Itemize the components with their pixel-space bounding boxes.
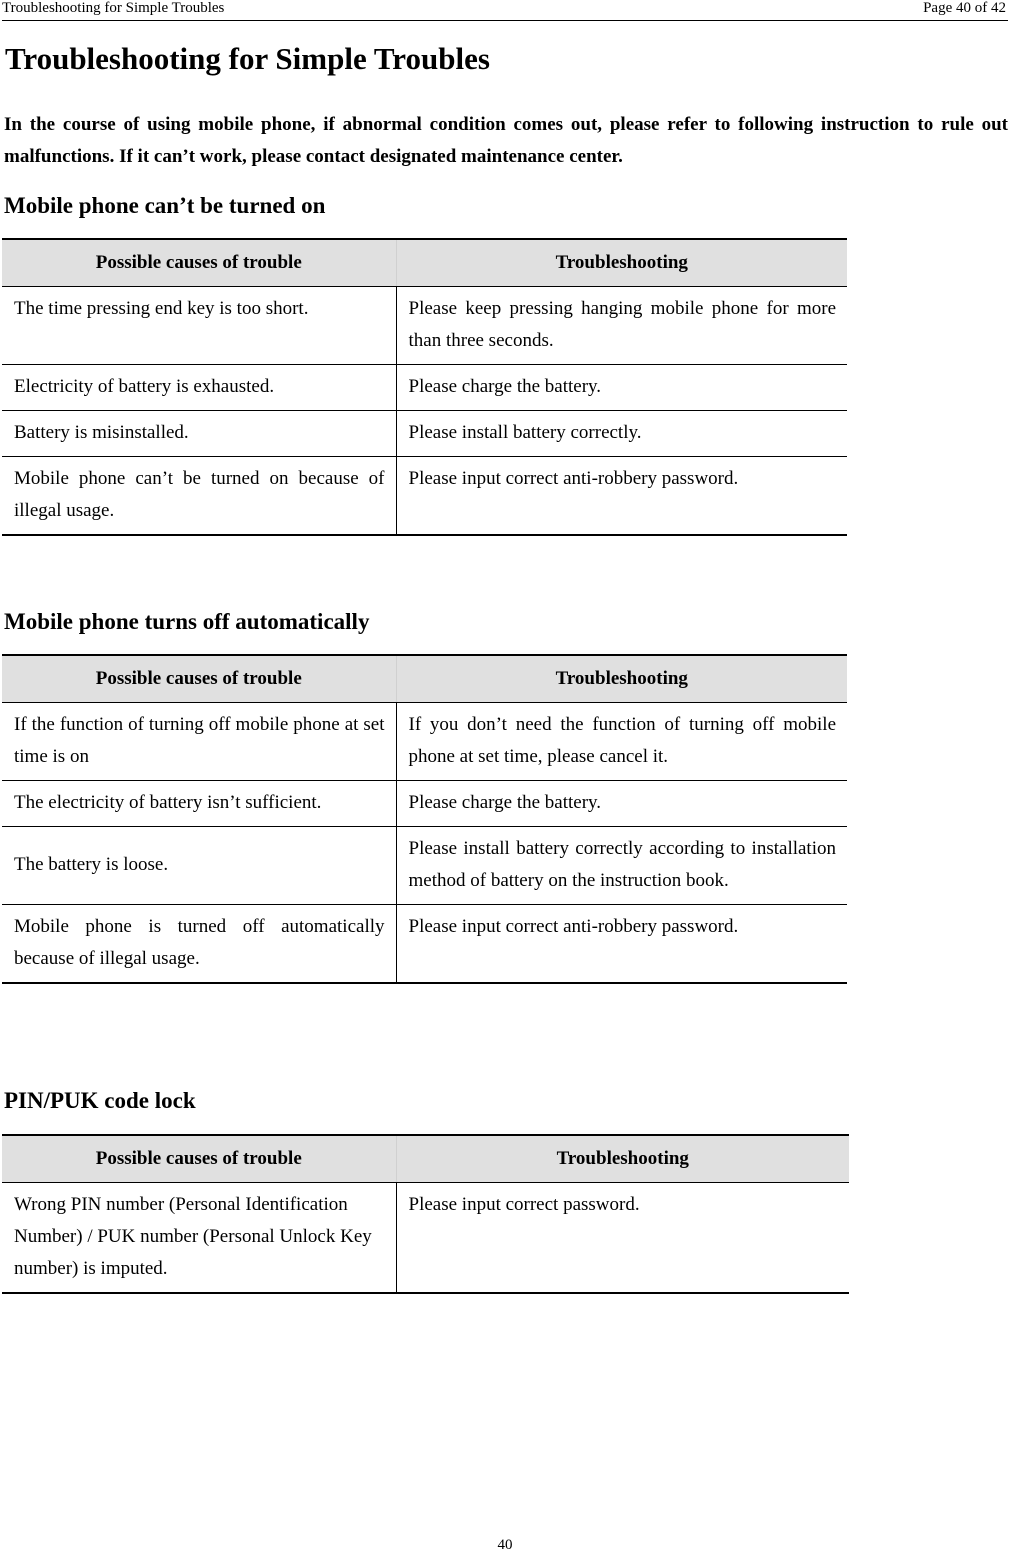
- cause-cell: Battery is misinstalled.: [2, 411, 396, 457]
- column-header-cause: Possible causes of trouble: [2, 239, 396, 287]
- table-row: [2, 905, 847, 984]
- table-header-row: [2, 239, 847, 287]
- cause-cell: Mobile phone can’t be turned on because of illegal usage.: [2, 457, 396, 536]
- running-header-title: Troubleshooting for Simple Troubles: [2, 0, 225, 16]
- cause-cell: If the function of turning off mobile phone at set time is on: [2, 703, 396, 781]
- table-row: [2, 781, 847, 827]
- table-row: [2, 1183, 849, 1294]
- fix-cell: Please input correct anti-robbery password.: [396, 457, 847, 536]
- fix-cell: Please input correct anti-robbery password.: [396, 905, 847, 984]
- column-header-fix: Troubleshooting: [396, 655, 847, 703]
- column-header-cause: Possible causes of trouble: [2, 655, 396, 703]
- fix-cell: Please charge the battery.: [396, 365, 847, 411]
- table-row: [2, 365, 847, 411]
- table-header-row: [2, 1135, 849, 1183]
- table-row: [2, 827, 847, 905]
- cause-cell: Mobile phone is turned off automatically because of illegal usage.: [2, 905, 396, 984]
- page-number: 40: [497, 1537, 513, 1553]
- fix-cell: Please charge the battery.: [396, 781, 847, 827]
- table-row: [2, 457, 847, 536]
- fix-cell: Please input correct password.: [396, 1183, 849, 1294]
- cause-cell: The electricity of battery isn’t sufficient.: [2, 781, 396, 827]
- column-header-fix: Troubleshooting: [396, 1135, 849, 1183]
- fix-cell: Please install battery correctly.: [396, 411, 847, 457]
- cause-cell: Wrong PIN number (Personal Identification Number) / PUK number (Personal Unlock Key number) is imputed.: [2, 1183, 396, 1294]
- column-header-fix: Troubleshooting: [396, 239, 847, 287]
- page-title: Troubleshooting for Simple Troubles: [5, 41, 490, 76]
- running-header: [2, 0, 1008, 21]
- section-heading-turn-on: Mobile phone can’t be turned on: [4, 193, 326, 218]
- fix-cell: Please keep pressing hanging mobile phone for more than three seconds.: [396, 287, 847, 365]
- section-heading-pin-puk: PIN/PUK code lock: [4, 1088, 196, 1113]
- cause-cell: Electricity of battery is exhausted.: [2, 365, 396, 411]
- table-row: [2, 703, 847, 781]
- running-header-page: Page 40 of 42: [923, 0, 1006, 16]
- table-header-row: [2, 655, 847, 703]
- trouble-table-turn-on: [2, 238, 847, 536]
- table-row: [2, 287, 847, 365]
- fix-cell: Please install battery correctly according to installation method of battery on the instruction book.: [396, 827, 847, 905]
- column-header-cause: Possible causes of trouble: [2, 1135, 396, 1183]
- fix-cell: If you don’t need the function of turning off mobile phone at set time, please cancel it.: [396, 703, 847, 781]
- cause-cell: The time pressing end key is too short.: [2, 287, 396, 365]
- trouble-table-turns-off: [2, 654, 847, 984]
- cause-cell: The battery is loose.: [2, 827, 396, 905]
- trouble-table-pin-puk: [2, 1134, 849, 1294]
- intro-paragraph: In the course of using mobile phone, if abnormal condition comes out, please refer to following instruction to rule out malfunctions. If it can’t work, please contact designated maintenance center.: [4, 114, 1008, 167]
- table-row: [2, 411, 847, 457]
- section-heading-turns-off: Mobile phone turns off automatically: [4, 609, 370, 634]
